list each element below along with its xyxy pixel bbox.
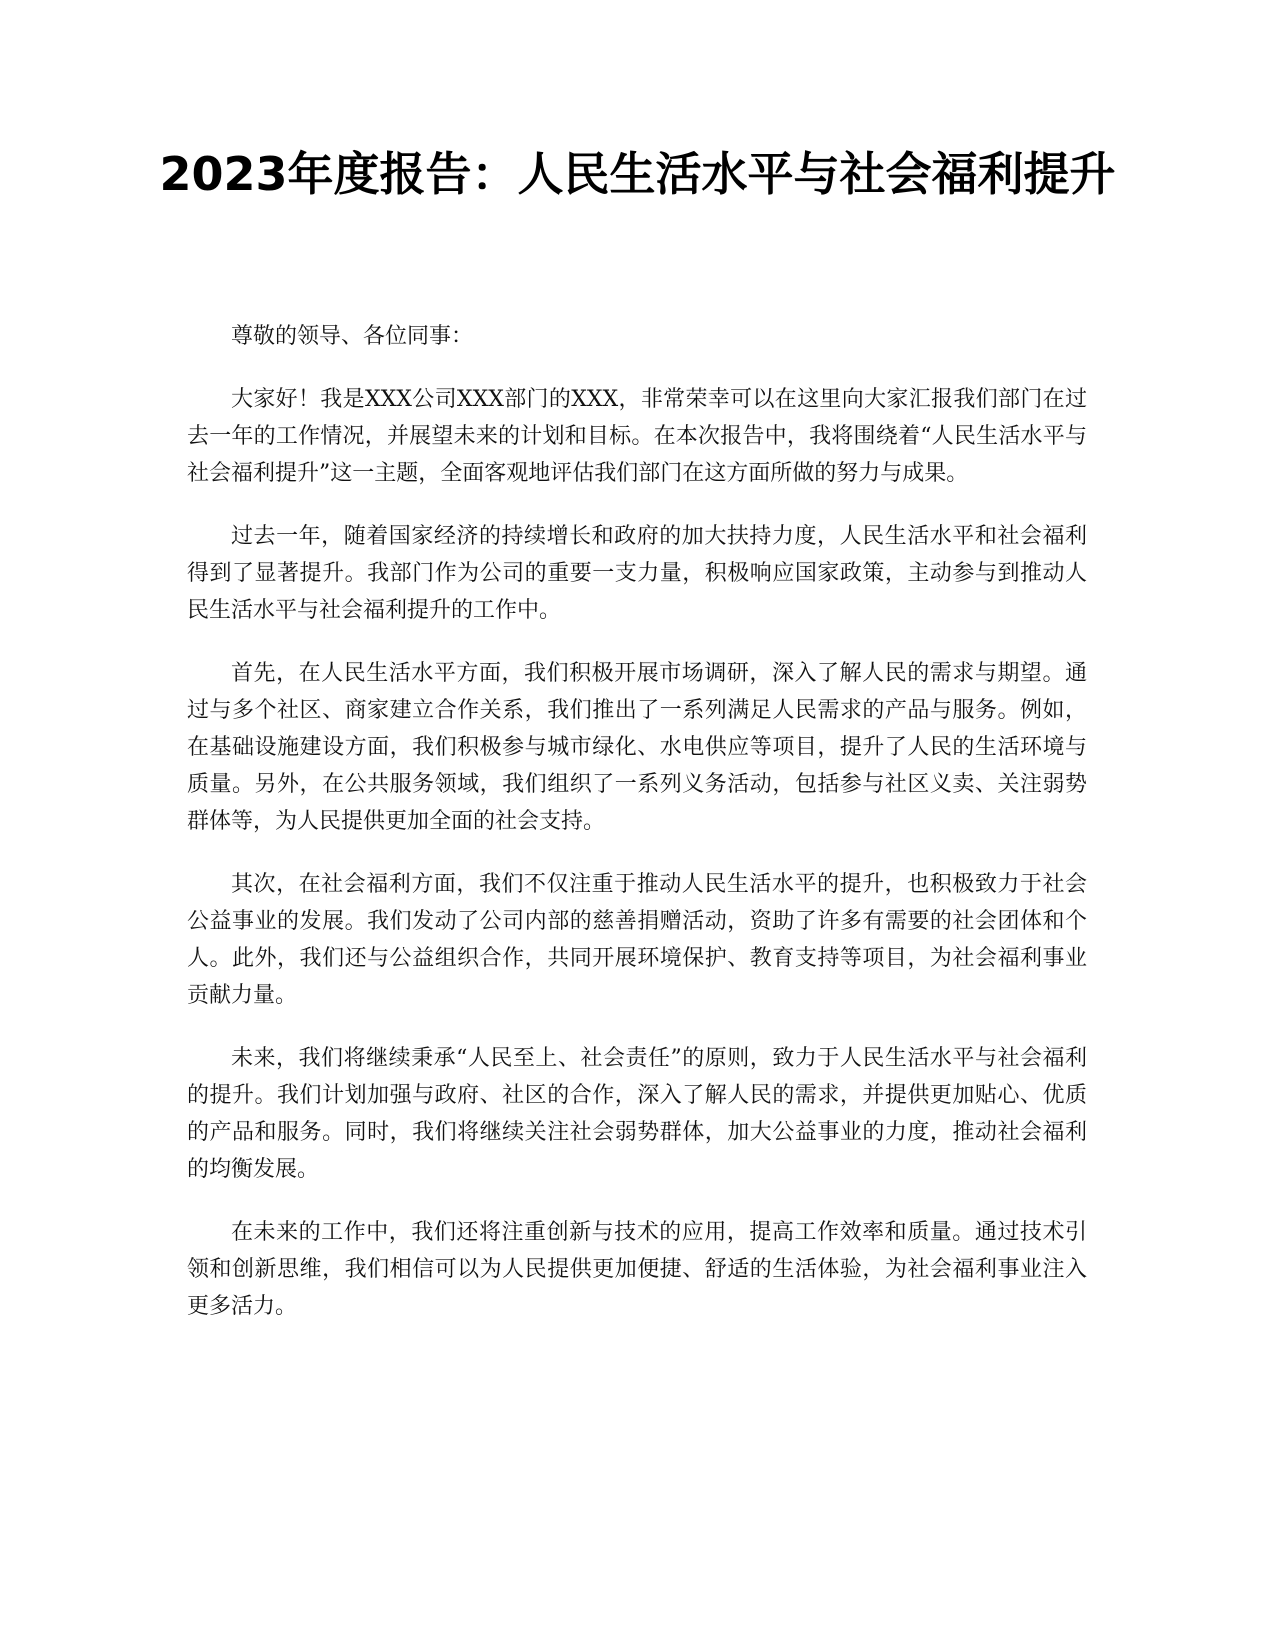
living-standard-paragraph: 首先，在人民生活水平方面，我们积极开展市场调研，深入了解人民的需求与期望。通过与多个社区、商家建立合作关系，我们推出了一系列满足人民需求的产品与服务。例如，在基础设施建设方面，我们积极参与城市绿化、水电供应等项目，提升了人民的生活环境与质量。另外，在公共服务领域，我们组织了一系列义务活动，包括参与社区义卖、关注弱势群体等，为人民提供更加全面的社会支持。 bbox=[187, 661, 1087, 834]
social-welfare-paragraph: 其次，在社会福利方面，我们不仅注重于推动人民生活水平的提升，也积极致力于社会公益事业的发展。我们发动了公司内部的慈善捐赠活动，资助了许多有需要的社会团体和个人。此外，我们还与公益组织合作，共同开展环境保护、教育支持等项目，为社会福利事业贡献力量。 bbox=[187, 872, 1087, 1008]
document-title: 2023年度报告：人民生活水平与社会福利提升 bbox=[159, 147, 1116, 201]
document-body bbox=[187, 318, 1087, 1351]
past-year-paragraph: 过去一年，随着国家经济的持续增长和政府的加大扶持力度，人民生活水平和社会福利得到了显著提升。我部门作为公司的重要一支力量，积极响应国家政策，主动参与到推动人民生活水平与社会福利提升的工作中。 bbox=[187, 524, 1087, 623]
intro-paragraph: 大家好！我是XXX公司XXX部门的XXX，非常荣幸可以在这里向大家汇报我们部门在过去一年的工作情况，并展望未来的计划和目标。在本次报告中，我将围绕着“人民生活水平与社会福利提升”这一主题，全面客观地评估我们部门在这方面所做的努力与成果。 bbox=[187, 387, 1087, 486]
salutation-paragraph: 尊敬的领导、各位同事： bbox=[231, 324, 474, 349]
future-plan-paragraph: 未来，我们将继续秉承“人民至上、社会责任”的原则，致力于人民生活水平与社会福利的提升。我们计划加强与政府、社区的合作，深入了解人民的需求，并提供更加贴心、优质的产品和服务。同时，我们将继续关注社会弱势群体，加大公益事业的力度，推动社会福利的均衡发展。 bbox=[187, 1046, 1087, 1182]
innovation-paragraph: 在未来的工作中，我们还将注重创新与技术的应用，提高工作效率和质量。通过技术引领和创新思维，我们相信可以为人民提供更加便捷、舒适的生活体验，为社会福利事业注入更多活力。 bbox=[187, 1220, 1087, 1319]
